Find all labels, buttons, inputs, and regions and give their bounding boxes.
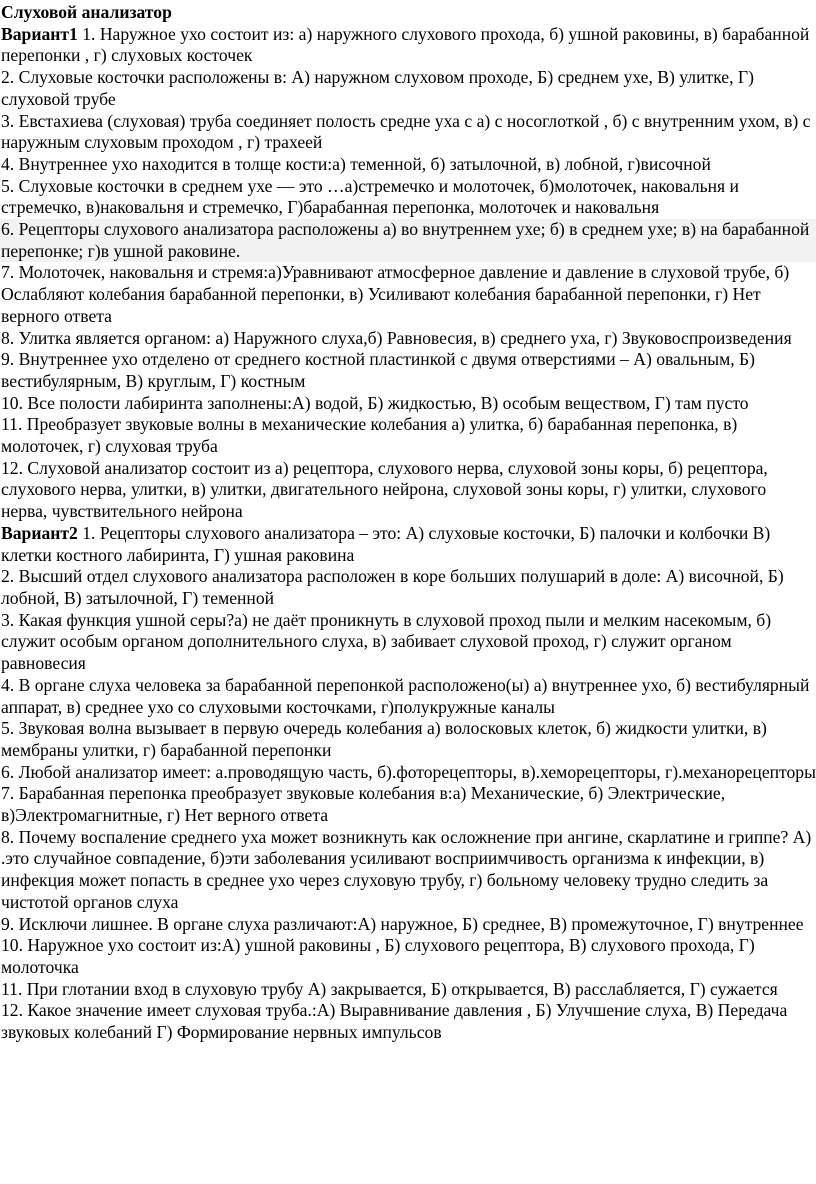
variant1-question-4: 4. Внутреннее ухо находится в толще кости:а) теменной, б) затылочной, в) лобной, г)височной xyxy=(1,153,711,174)
variant2-question-6: 6. Любой анализатор имеет: а.проводящую часть, б).фоторецепторы, в).хеморецепторы, г).механорецепторы xyxy=(1,761,816,782)
variant2-question-11: 11. При глотании вход в слуховую трубу А) закрывается, Б) открывается, В) расслабляется, Г) сужается xyxy=(1,978,778,999)
variant1-question-9: 9. Внутреннее ухо отделено от среднего костной пластинкой с двумя отверстиями – А) овальным, Б) вестибулярным, В) круглым, Г) костным xyxy=(1,349,755,391)
variant1-question-2: 2. Слуховые косточки расположены в: А) наружном слуховом проходе, Б) среднем ухе, В) улитке, Г) слуховой трубе xyxy=(1,67,754,109)
variant1-question-10: 10. Все полости лабиринта заполнены:А) водой, Б) жидкостью, В) особым веществом, Г) там пусто xyxy=(1,392,749,413)
variant2-question-10: 10. Наружное ухо состоит из:А) ушной раковины , Б) слухового рецептора, В) слухового прохода, Г) молоточка xyxy=(1,935,755,977)
variant2-question-8: 8. Почему воспаление среднего уха может возникнуть как осложнение при ангине, скарлатине и гриппе? А) .это случайное совпадение, б)эти заболевания усиливают восприимчивость организма к инфекции, в) инфекция может попасть в среднее ухо через слуховую трубу, г) больному человеку трудно следить за чистотой органов слуха xyxy=(1,826,812,912)
variant2-label: Вариант2 xyxy=(1,522,78,543)
document-page xyxy=(0,2,816,1044)
variant2-question-5: 5. Звуковая волна вызывает в первую очередь колебания а) волосковых клеток, б) жидкости улитки, в) мембраны улитки, г) барабанной перепонки xyxy=(1,718,767,760)
variant2-question-3: 3. Какая функция ушной серы?а) не даёт проникнуть в слуховой проход пыли и мелким насекомым, б) служит особым органом дополнительного слуха, в) забивает слуховой проход, г) служит органом равновесия xyxy=(1,609,772,674)
question-text: 1. Наружное ухо состоит из: а) наружного слухового прохода, б) ушной раковины, в) барабанной перепонки , г) слуховых косточек xyxy=(1,23,810,66)
variant2-question-1 xyxy=(0,523,816,566)
variant1-question-8: 8. Улитка является органом: а) Наружного слуха,б) Равновесия, в) среднего уха, г) Звуковоспроизведения xyxy=(1,327,792,348)
variant2-question-9: 9. Исключи лишнее. В органе слуха различают:А) наружное, Б) среднее, В) промежуточное, Г) внутреннее xyxy=(1,913,804,934)
variant2-question-7: 7. Барабанная перепонка преобразует звуковые колебания в:а) Механические, б) Электрические, в)Электромагнитные, г) Нет верного ответа xyxy=(1,783,726,826)
variant1-question-1 xyxy=(0,24,816,67)
variant1-question-5: 5. Слуховые косточки в среднем ухе — это …а)стремечко и молоточек, б)молоточек, наковальня и стремечко, в)наковальня и стремечко, Г)барабанная перепонка, молоточек и наковальня xyxy=(1,175,739,218)
variant1-question-3: 3. Евстахиева (слуховая) труба соединяет полость средне уха с а) с носоглоткой , б) с внутренним ухом, в) с наружным слуховым проходом , г) трахеей xyxy=(1,110,811,153)
variant1-question-6: 6. Рецепторы слухового анализатора расположены а) во внутреннем ухе; б) в среднем ухе; в) на барабанной перепонке; г)в ушной раковине. xyxy=(0,219,816,262)
variant1-question-11: 11. Преобразует звуковые волны в механические колебания а) улитка, б) барабанная перепонка, в) молоточек, г) слуховая труба xyxy=(1,414,738,457)
variant2-question-12: 12. Какое значение имеет слуховая труба.:А) Выравнивание давления , Б) Улучшение слуха, В) Передача звуковых колебаний Г) Формирование нервных импульсов xyxy=(1,1000,788,1043)
question-text: 1. Рецепторы слухового анализатора – это: А) слуховые косточки, Б) палочки и колбочки В) клетки костного лабиринта, Г) ушная раковина xyxy=(1,522,771,565)
variant1-question-12: 12. Слуховой анализатор состоит из а) рецептора, слухового нерва, слуховой зоны коры, б) рецептора, слухового нерва, улитки, в) улитки, двигательного нейрона, слуховой зоны коры, г) улитки, слухового нерва, чувствительного нейрона xyxy=(1,457,768,522)
variant2-question-2: 2. Высший отдел слухового анализатора расположен в коре больших полушарий в доле: А) височной, Б) лобной, В) затылочной, Г) теменной xyxy=(1,566,784,608)
variant1-question-7: 7. Молоточек, наковальня и стремя:а)Уравнивают атмосферное давление и давление в слуховой трубе, б) Ослабляют колебания барабанной перепонки, в) Усиливают колебания барабанной перепонки, г) Нет верного ответа xyxy=(1,262,790,326)
variant2-question-4: 4. В органе слуха человека за барабанной перепонкой расположено(ы) а) внутреннее ухо, б) вестибулярный аппарат, в) среднее ухо со слуховыми косточками, г)полукружные каналы xyxy=(1,674,810,717)
document-title: Слуховой анализатор xyxy=(1,2,172,22)
variant1-label: Вариант1 xyxy=(1,23,78,44)
